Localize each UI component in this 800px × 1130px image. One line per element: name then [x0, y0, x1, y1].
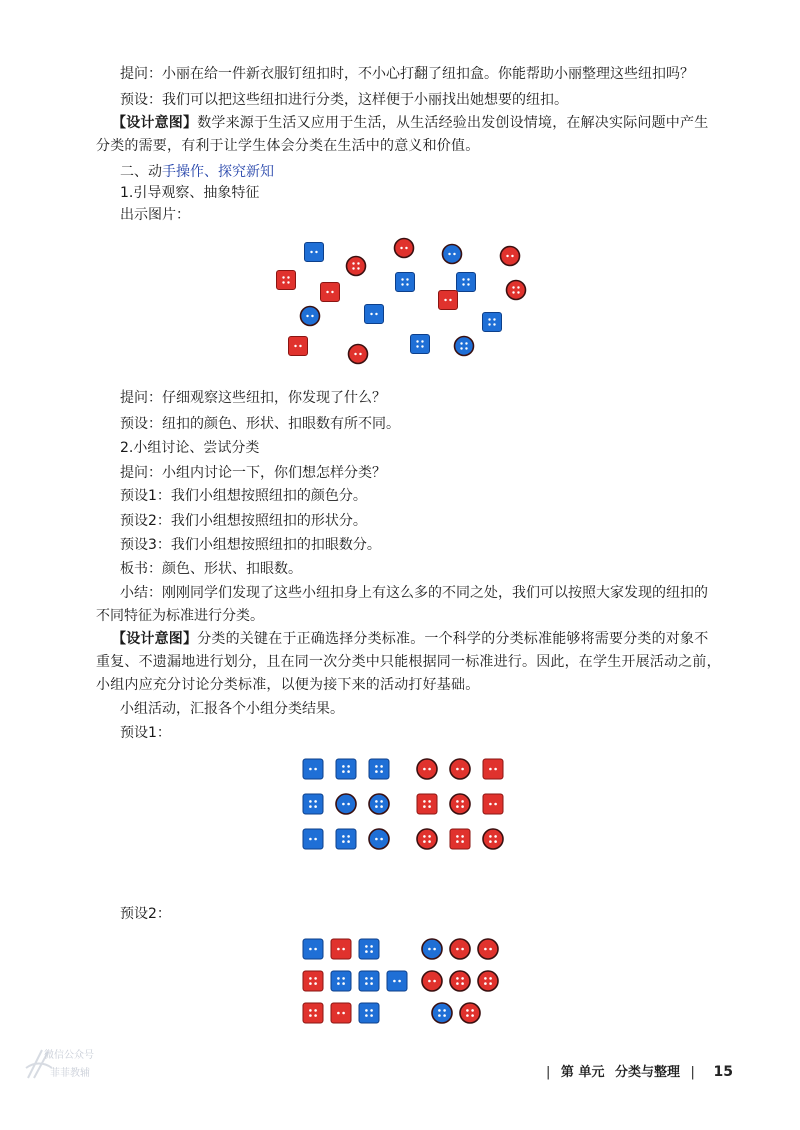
- summary-line-2: 不同特征为标准进行分类。: [96, 608, 264, 624]
- red-circle-button-2hole: [450, 759, 470, 779]
- red-circle-button-4hole: [347, 257, 366, 276]
- red-square-button-2hole: [483, 794, 503, 814]
- watermark-line-2: 菲菲教辅: [50, 1068, 90, 1079]
- question-line: 提问：小丽在给一件新衣服钉纽扣时，不小心打翻了纽扣盒。你能帮助小丽整理这些纽扣吗？: [120, 66, 694, 82]
- blue-circle-button-4hole: [432, 1003, 452, 1023]
- red-circle-button-2hole: [395, 239, 414, 258]
- group-activity-line: 小组活动，汇报各个小组分类结果。: [120, 701, 344, 717]
- blue-square-button-2hole: [303, 829, 323, 849]
- blue-circle-button-2hole: [422, 939, 442, 959]
- wechat-watermark: [24, 1040, 114, 1100]
- blue-circle-button-2hole: [369, 829, 389, 849]
- preset-2-shape-grouping-figure: [296, 934, 516, 1034]
- footer-bar-right: |: [690, 1065, 695, 1080]
- red-square-button-2hole: [321, 283, 340, 302]
- red-circle-button-4hole: [483, 829, 503, 849]
- blue-square-button-4hole: [457, 273, 476, 292]
- design-intent-1-line2: 分类的需要，有利于让学生体会分类在生活中的意义和价值。: [96, 138, 480, 154]
- red-circle-button-2hole: [349, 345, 368, 364]
- blue-square-button-4hole: [359, 971, 379, 991]
- page-footer: [540, 1061, 733, 1080]
- design-intent-2-line2: 重复、不遗漏地进行划分，且在同一次分类中只能根据同一标准进行。因此，在学生开展活动之前，: [96, 654, 721, 670]
- preset-shape: 预设2：我们小组想按照纽扣的形状分。: [120, 513, 367, 529]
- page-number: 15: [713, 1064, 733, 1080]
- blue-square-button-4hole: [359, 939, 379, 959]
- red-square-button-4hole: [303, 1003, 323, 1023]
- red-circle-button-2hole: [501, 247, 520, 266]
- blue-circle-button-2hole: [443, 245, 462, 264]
- blue-square-button-4hole: [396, 273, 415, 292]
- footer-bar-left: |: [546, 1065, 551, 1080]
- design-tag: 【设计意图】: [112, 115, 198, 131]
- scattered-buttons-figure: [270, 232, 550, 372]
- red-square-button-2hole: [331, 939, 351, 959]
- red-circle-button-2hole: [478, 939, 498, 959]
- blue-circle-button-4hole: [455, 337, 474, 356]
- preset-holes: 预设3：我们小组想按照纽扣的扣眼数分。: [120, 537, 381, 553]
- blue-square-button-2hole: [305, 243, 324, 262]
- blue-circle-button-2hole: [301, 307, 320, 326]
- blue-square-button-2hole: [365, 305, 384, 324]
- blue-square-button-2hole: [303, 939, 323, 959]
- design-tag-2: 【设计意图】: [112, 631, 198, 647]
- red-square-button-4hole: [450, 829, 470, 849]
- design-intent-1-text: 数学来源于生活又应用于生活，从生活经验出发创设情境，在解决实际问题中产生: [197, 115, 709, 131]
- preset-2-label: 预设2：: [120, 906, 171, 922]
- red-circle-button-4hole: [478, 971, 498, 991]
- footer-unit: 第 单元: [560, 1065, 605, 1080]
- blue-circle-button-2hole: [336, 794, 356, 814]
- blue-square-button-4hole: [359, 1003, 379, 1023]
- design-intent-2-line3: 小组内应充分讨论分类标准，以便为接下来的活动打好基础。: [96, 677, 480, 693]
- red-circle-button-4hole: [507, 281, 526, 300]
- blue-square-button-4hole: [303, 794, 323, 814]
- red-circle-button-4hole: [450, 971, 470, 991]
- design-intent-1: [112, 113, 708, 133]
- red-square-button-2hole: [289, 337, 308, 356]
- show-picture-label: 出示图片：: [120, 207, 190, 223]
- section-heading-highlight: 手操作、探究新知: [162, 164, 274, 180]
- red-square-button-4hole: [417, 794, 437, 814]
- subheading-1: 1.引导观察、抽象特征: [120, 185, 260, 201]
- red-circle-button-2hole: [422, 971, 442, 991]
- preset-color: 预设1：我们小组想按照纽扣的颜色分。: [120, 488, 367, 504]
- blue-circle-button-4hole: [369, 794, 389, 814]
- red-square-button-2hole: [483, 759, 503, 779]
- red-square-button-4hole: [303, 971, 323, 991]
- red-circle-button-4hole: [450, 794, 470, 814]
- red-square-button-2hole: [331, 1003, 351, 1023]
- red-circle-button-2hole: [450, 939, 470, 959]
- watermark-line-1: 微信公众号: [44, 1050, 94, 1061]
- red-circle-button-2hole: [417, 759, 437, 779]
- blue-square-button-4hole: [331, 971, 351, 991]
- red-square-button-4hole: [277, 271, 296, 290]
- red-circle-button-4hole: [460, 1003, 480, 1023]
- blue-square-button-4hole: [483, 313, 502, 332]
- preset-1-label: 预设1：: [120, 725, 171, 741]
- red-circle-button-4hole: [417, 829, 437, 849]
- blue-square-button-4hole: [369, 759, 389, 779]
- blue-square-button-4hole: [336, 829, 356, 849]
- design-intent-2-text: 分类的关键在于正确选择分类标准。一个科学的分类标准能够将需要分类的对象不: [197, 631, 709, 647]
- section-heading-prefix: 二、动: [120, 164, 162, 180]
- blue-square-button-2hole: [387, 971, 407, 991]
- preset-line-2: 预设：纽扣的颜色、形状、扣眼数有所不同。: [120, 416, 400, 432]
- preset-line: 预设：我们可以把这些纽扣进行分类，这样便于小丽找出她想要的纽扣。: [120, 92, 568, 108]
- preset-1-color-grouping-figure: [296, 752, 516, 862]
- question-line-2: 提问：仔细观察这些纽扣，你发现了什么？: [120, 390, 386, 406]
- subheading-2: 2.小组讨论、尝试分类: [120, 440, 260, 456]
- question-line-3: 提问：小组内讨论一下，你们想怎样分类？: [120, 465, 386, 481]
- footer-title: 分类与整理: [614, 1065, 680, 1080]
- section-heading-2: [120, 162, 274, 182]
- red-square-button-2hole: [439, 291, 458, 310]
- blue-square-button-2hole: [303, 759, 323, 779]
- blue-square-button-4hole: [411, 335, 430, 354]
- board-writing: 板书：颜色、形状、扣眼数。: [120, 561, 302, 577]
- summary-line-1: 小结：刚刚同学们发现了这些小纽扣身上有这么多的不同之处，我们可以按照大家发现的纽扣的: [120, 585, 708, 601]
- blue-square-button-4hole: [336, 759, 356, 779]
- design-intent-2: [112, 629, 708, 649]
